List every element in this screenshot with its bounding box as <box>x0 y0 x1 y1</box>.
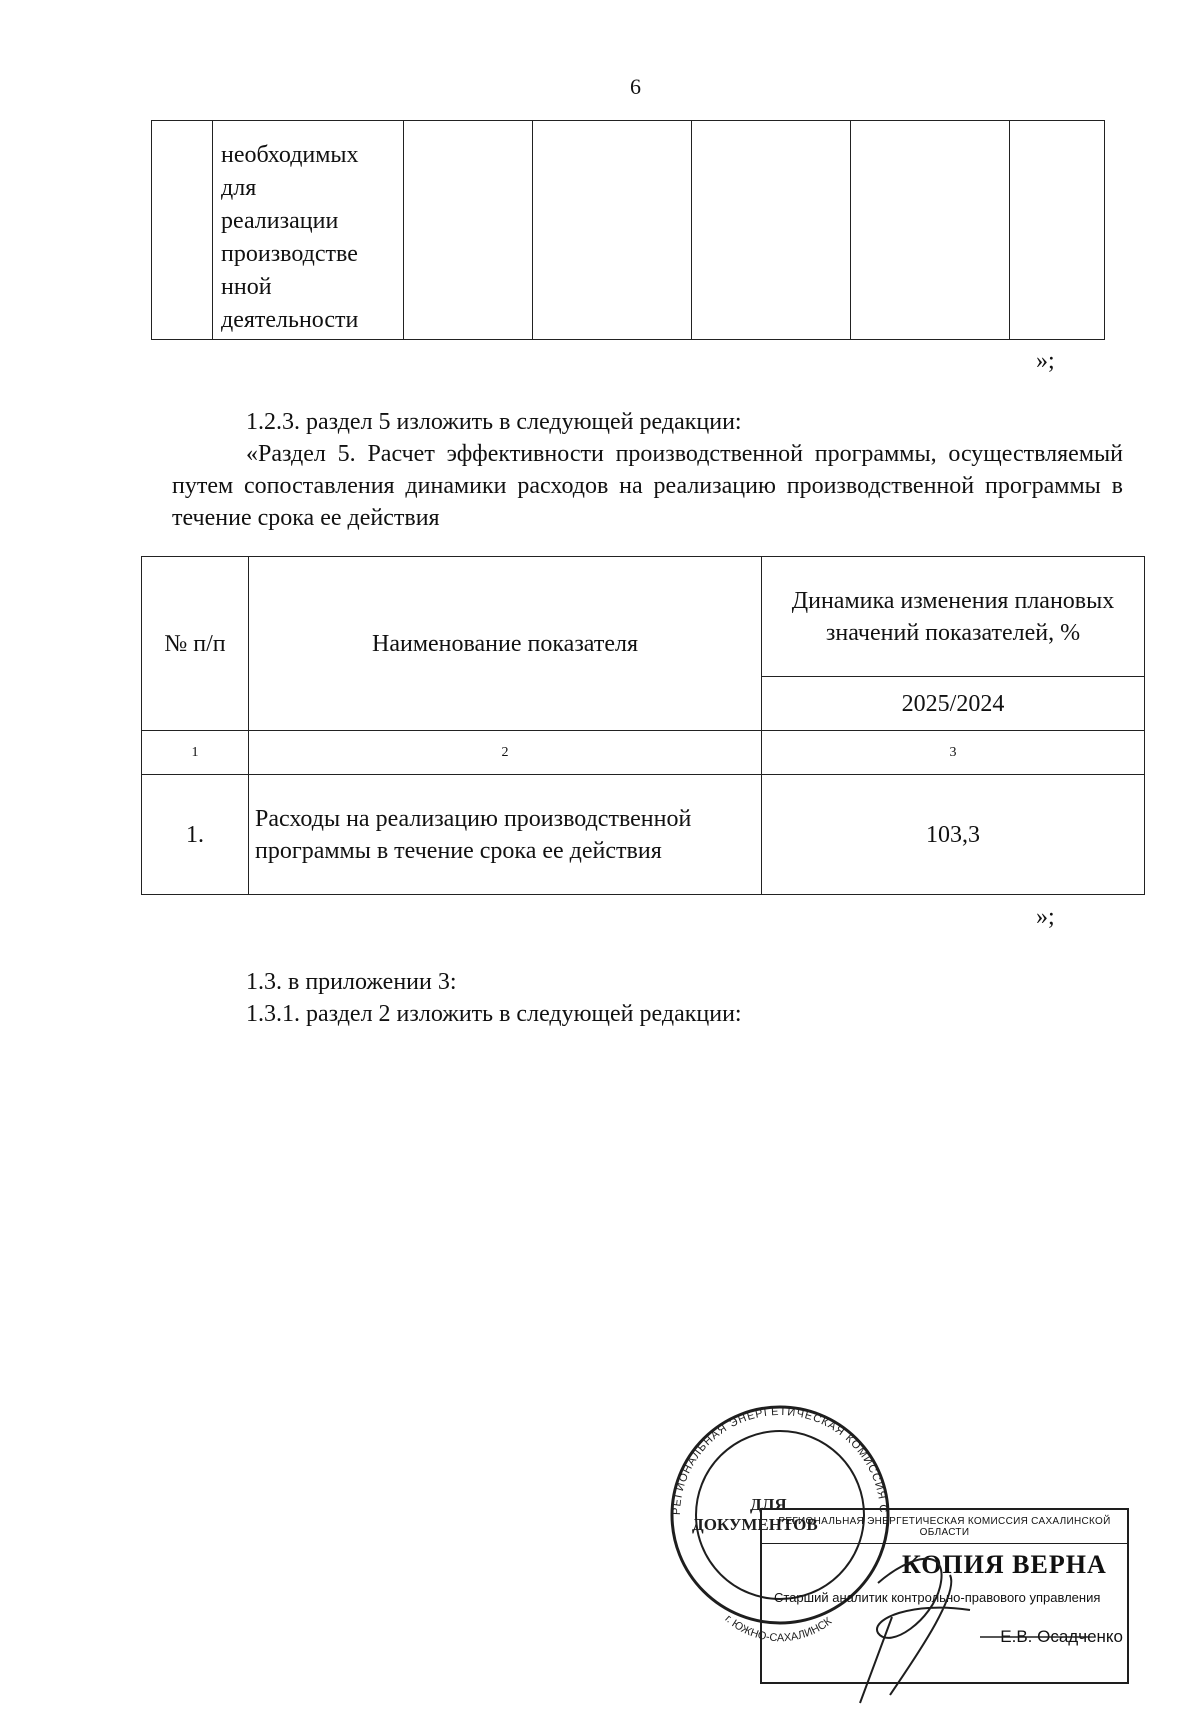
index-cell: 1 <box>142 731 249 775</box>
header-num: № п/п <box>142 557 249 731</box>
continuation-table <box>151 120 1105 340</box>
table-cell <box>533 121 692 340</box>
section-text: «Раздел 5. Расчет эффективности производственной программы, осуществляемый путем сопоставления динамики расходов на реализацию производственной программы в течение срока ее действия <box>172 441 1123 531</box>
row-num: 1. <box>142 775 249 895</box>
table-cell <box>692 121 851 340</box>
stamp-title: КОПИЯ ВЕРНА <box>902 1550 1107 1579</box>
page-number: 6 <box>630 74 641 99</box>
index-cell: 2 <box>249 731 762 775</box>
table-cell <box>213 121 404 340</box>
header-dynamics: Динамика изменения плановых значений показателей, % <box>762 557 1145 677</box>
index-cell: 3 <box>762 731 1145 775</box>
stamp-position: Старший аналитик контрольно-правового управления <box>774 1590 1101 1605</box>
seal-center-2: ДОКУМЕНТОВ <box>692 1515 818 1534</box>
table-row <box>142 775 1145 895</box>
efficiency-table <box>141 556 1145 895</box>
closing-quote: »; <box>1036 904 1055 930</box>
table-cell <box>404 121 533 340</box>
header-name: Наименование показателя <box>249 557 762 731</box>
table-cell <box>851 121 1010 340</box>
seal-center-1: ДЛЯ <box>750 1495 787 1514</box>
row-name: Расходы на реализацию производственной программы в течение срока ее действия <box>249 775 762 895</box>
signature <box>650 1405 1130 1705</box>
section-line: 1.3. в приложении 3: <box>246 969 457 995</box>
section-line: 1.3.1. раздел 2 изложить в следующей редакции: <box>246 1001 742 1027</box>
table-cell <box>1010 121 1105 340</box>
certification-stamps <box>650 1405 1130 1705</box>
closing-quote: »; <box>1036 348 1055 374</box>
header-period: 2025/2024 <box>762 677 1145 731</box>
row-value: 103,3 <box>762 775 1145 895</box>
stamp-name: Е.В. Осадченко <box>1000 1627 1123 1646</box>
seal-bottom-text: г. ЮЖНО-САХАЛИНСК <box>722 1612 835 1645</box>
stamp-org: РЕГИОНАЛЬНАЯ ЭНЕРГЕТИЧЕСКАЯ КОМИССИЯ САХАЛИНСКОЙ ОБЛАСТИ <box>762 1516 1127 1544</box>
continued-cell-text: необходимых для реализации производстве нной деятельности <box>221 142 359 333</box>
section-heading: 1.2.3. раздел 5 изложить в следующей редакции: <box>246 409 742 435</box>
seal-ring-text: РЕГИОНАЛЬНАЯ ЭНЕРГЕТИЧЕСКАЯ КОМИССИЯ С <box>670 1405 890 1516</box>
table-cell <box>152 121 213 340</box>
